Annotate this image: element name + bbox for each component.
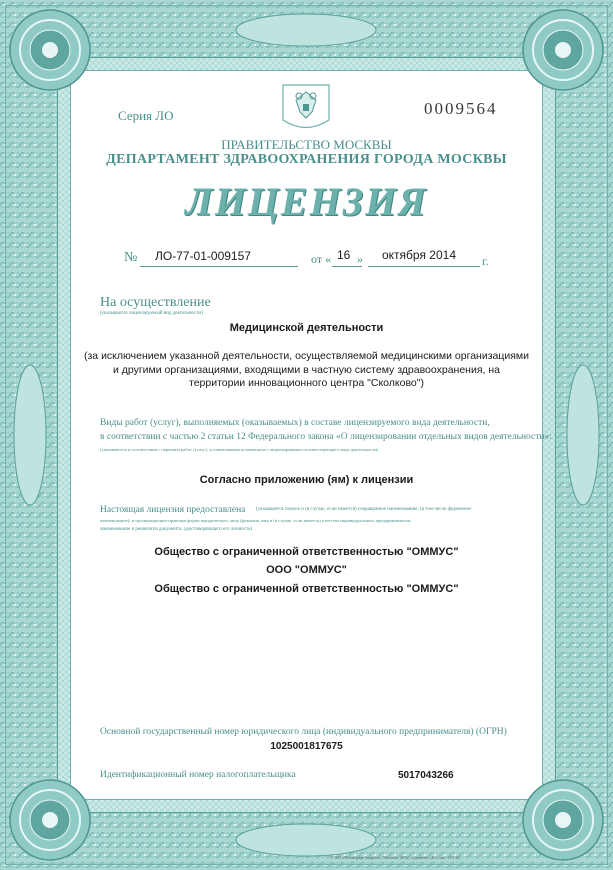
ogrn-value: 1025001817675 [270,741,343,752]
activity-exclusion-line-2: и другими организациями, входящими в частную систему здравоохранения, на [112,364,501,376]
corner-rosette-icon [523,780,603,860]
licensee-firm-name: Общество с ограниченной ответственностью "ОММУС" [154,583,459,595]
coat-of-arms-icon [283,85,329,128]
number-sign: № [124,250,138,265]
blank-serial-number: 0009564 [424,99,498,118]
document-title: ЛИЦЕНЗИЯ [185,179,428,224]
department-heading: ДЕПАРТАМЕНТ ЗДРАВООХРАНЕНИЯ ГОРОДА МОСКВЫ [106,152,507,167]
inn-label: Идентификационный номер налогоплательщика [100,770,296,780]
corner-rosette-icon [10,10,90,90]
inn-value: 5017043266 [398,770,454,781]
license-day: 16 [337,248,351,262]
date-quote-close: » [357,252,363,266]
works-hint: (указываются в соответствии с перечнем работ (услуг), установленным положением о лицензировании соответствующего вида деятельности) [100,447,379,452]
license-month-year: октября 2014 [382,248,456,262]
ogrn-label: Основной государственный номер юридического лица (индивидуального предпринимателя) (ОГРН) [100,727,507,737]
works-line-2: в соответствии с частью 2 статьи 12 Федерального закона «О лицензировании отдельных видов деятельности»: [100,432,552,442]
works-line-1: Виды работ (услуг), выполняемых (оказываемых) в составе лицензируемого вида деятельности, [100,418,490,428]
granted-lead: Настоящая лицензия предоставлена [100,505,246,515]
series-label: Серия ЛО [118,108,174,123]
corner-rosette-icon [523,10,603,90]
license-number: ЛО-77-01-009157 [155,249,251,263]
government-heading: ПРАВИТЕЛЬСТВО МОСКВЫ [221,137,392,152]
printer-imprint: © АО «Полиграф-защита», Москва, 2012, «уровень «Б», зак. 115-12 [330,855,460,860]
granted-hint-3: наименование и реквизиты документа, удостоверяющего его личность) [100,527,253,532]
activity-hint: (указывается лицензируемый вид деятельности) [100,311,203,316]
granted-hint-2: наименование), и организационно-правовая форма юридического лица (фамилия, имя и (в случае, если имеется) отчество индивидуального предпринимателя, [100,518,412,523]
licensee-short-name: ООО "ОММУС" [266,564,347,576]
date-from-label: от « [311,252,332,266]
activity-label: На осуществление [100,295,211,310]
year-suffix: г. [482,254,489,268]
corner-rosette-icon [10,780,90,860]
activity-exclusion-line-3: территории инновационного центра "Сколково") [189,377,424,389]
granted-hint-1: (указывается полное и (в случае, если имеется) сокращенное наименование, (в том числе фирменное [256,507,472,512]
activity-exclusion-line-1: (за исключением указанной деятельности, осуществляемой медицинскими организациями [84,350,529,362]
works-value: Согласно приложению (ям) к лицензии [199,474,414,486]
activity-value: Медицинской деятельности [229,322,384,334]
licensee-full-name: Общество с ограниченной ответственностью "ОММУС" [154,546,459,558]
